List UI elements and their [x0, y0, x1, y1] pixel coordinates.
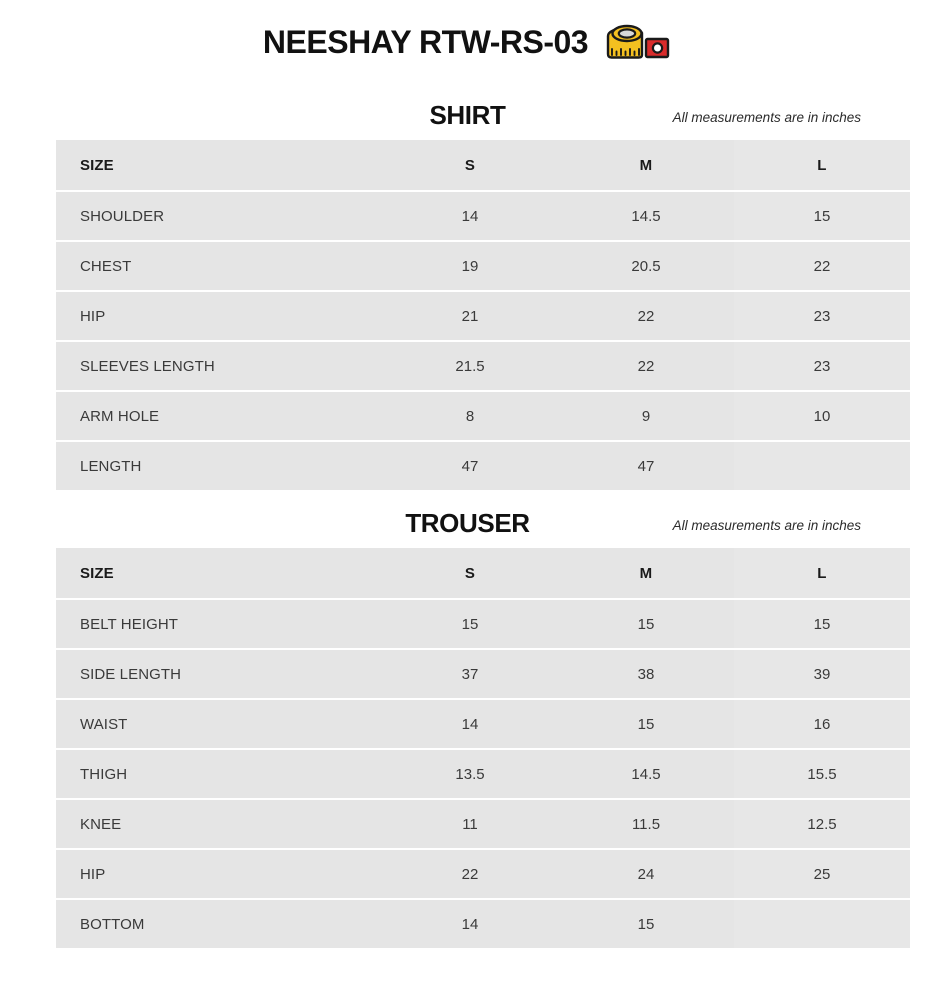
- measurement-value-s: 14: [382, 900, 558, 948]
- measurement-value-l: 16: [734, 700, 910, 748]
- table-row: [56, 850, 910, 898]
- table-row: [56, 800, 910, 848]
- measurement-value-m: 22: [558, 292, 734, 340]
- section-trouser: [0, 502, 935, 950]
- measurement-value-s: 14: [382, 192, 558, 240]
- measurement-value-m: 47: [558, 442, 734, 490]
- table-head-shirt: [56, 140, 910, 190]
- measurement-label: BELT HEIGHT: [56, 600, 382, 648]
- measurement-value-s: 22: [382, 850, 558, 898]
- column-header-large: L: [734, 140, 910, 190]
- measurement-label: KNEE: [56, 800, 382, 848]
- measurement-value-m: 11.5: [558, 800, 734, 848]
- column-header-size: SIZE: [56, 140, 382, 190]
- measurement-value-s: 15: [382, 600, 558, 648]
- measurement-label: SLEEVES LENGTH: [56, 342, 382, 390]
- measurement-value-m: 22: [558, 342, 734, 390]
- column-header-size: SIZE: [56, 548, 382, 598]
- measurement-value-m: 9: [558, 392, 734, 440]
- measurement-value-l: [734, 442, 910, 490]
- measurement-value-s: 11: [382, 800, 558, 848]
- section-title-trouser: TROUSER: [405, 508, 530, 538]
- tape-measure-icon: [602, 22, 672, 62]
- table-row: [56, 750, 910, 798]
- measurement-label: HIP: [56, 292, 382, 340]
- table-row: [56, 292, 910, 340]
- measurement-value-m: 15: [558, 700, 734, 748]
- table-row: [56, 342, 910, 390]
- table-header-row: [56, 140, 910, 190]
- measurement-value-s: 47: [382, 442, 558, 490]
- section-note-trouser: All measurements are in inches: [672, 518, 861, 533]
- measurement-value-s: 21.5: [382, 342, 558, 390]
- measurement-value-m: 24: [558, 850, 734, 898]
- title-table-spacer: [0, 62, 935, 94]
- table-row: [56, 392, 910, 440]
- measurement-value-l: 23: [734, 292, 910, 340]
- section-title-shirt: SHIRT: [429, 100, 506, 130]
- size-table-trouser: [56, 546, 910, 950]
- table-row: [56, 650, 910, 698]
- measurement-value-l: 23: [734, 342, 910, 390]
- measurement-value-m: 38: [558, 650, 734, 698]
- measurement-value-l: 15: [734, 600, 910, 648]
- table-body-trouser: [56, 600, 910, 948]
- table-row: [56, 700, 910, 748]
- column-header-large: L: [734, 548, 910, 598]
- section-shirt: [0, 94, 935, 492]
- measurement-value-m: 15: [558, 900, 734, 948]
- measurement-value-l: 15: [734, 192, 910, 240]
- measurement-value-m: 20.5: [558, 242, 734, 290]
- measurement-value-l: 12.5: [734, 800, 910, 848]
- measurement-value-s: 37: [382, 650, 558, 698]
- section-header-trouser: [0, 502, 935, 546]
- column-header-medium: M: [558, 140, 734, 190]
- measurement-value-s: 19: [382, 242, 558, 290]
- measurement-value-s: 13.5: [382, 750, 558, 798]
- table-row: [56, 900, 910, 948]
- column-header-small: S: [382, 140, 558, 190]
- measurement-value-m: 14.5: [558, 192, 734, 240]
- measurement-label: LENGTH: [56, 442, 382, 490]
- measurement-value-l: [734, 900, 910, 948]
- table-row: [56, 192, 910, 240]
- measurement-label: CHEST: [56, 242, 382, 290]
- measurement-value-l: 25: [734, 850, 910, 898]
- measurement-value-s: 21: [382, 292, 558, 340]
- measurement-value-l: 15.5: [734, 750, 910, 798]
- measurement-label: ARM HOLE: [56, 392, 382, 440]
- measurement-label: HIP: [56, 850, 382, 898]
- measurement-label: SHOULDER: [56, 192, 382, 240]
- measurement-value-m: 15: [558, 600, 734, 648]
- measurement-label: BOTTOM: [56, 900, 382, 948]
- measurement-value-s: 14: [382, 700, 558, 748]
- measurement-value-l: 22: [734, 242, 910, 290]
- measurement-label: THIGH: [56, 750, 382, 798]
- size-table-shirt: [56, 138, 910, 492]
- measurement-value-l: 39: [734, 650, 910, 698]
- table-head-trouser: [56, 548, 910, 598]
- measurement-label: SIDE LENGTH: [56, 650, 382, 698]
- column-header-medium: M: [558, 548, 734, 598]
- measurement-value-s: 8: [382, 392, 558, 440]
- section-note-shirt: All measurements are in inches: [672, 110, 861, 125]
- page-title: [0, 0, 935, 62]
- section-spacer: [0, 492, 935, 502]
- table-row: [56, 242, 910, 290]
- measurement-value-l: 10: [734, 392, 910, 440]
- page-title-text: NEESHAY RTW-RS-03: [262, 23, 589, 60]
- column-header-small: S: [382, 548, 558, 598]
- section-header-shirt: [0, 94, 935, 138]
- table-header-row: [56, 548, 910, 598]
- table-row: [56, 600, 910, 648]
- measurement-value-m: 14.5: [558, 750, 734, 798]
- table-body-shirt: [56, 192, 910, 490]
- table-row: [56, 442, 910, 490]
- measurement-label: WAIST: [56, 700, 382, 748]
